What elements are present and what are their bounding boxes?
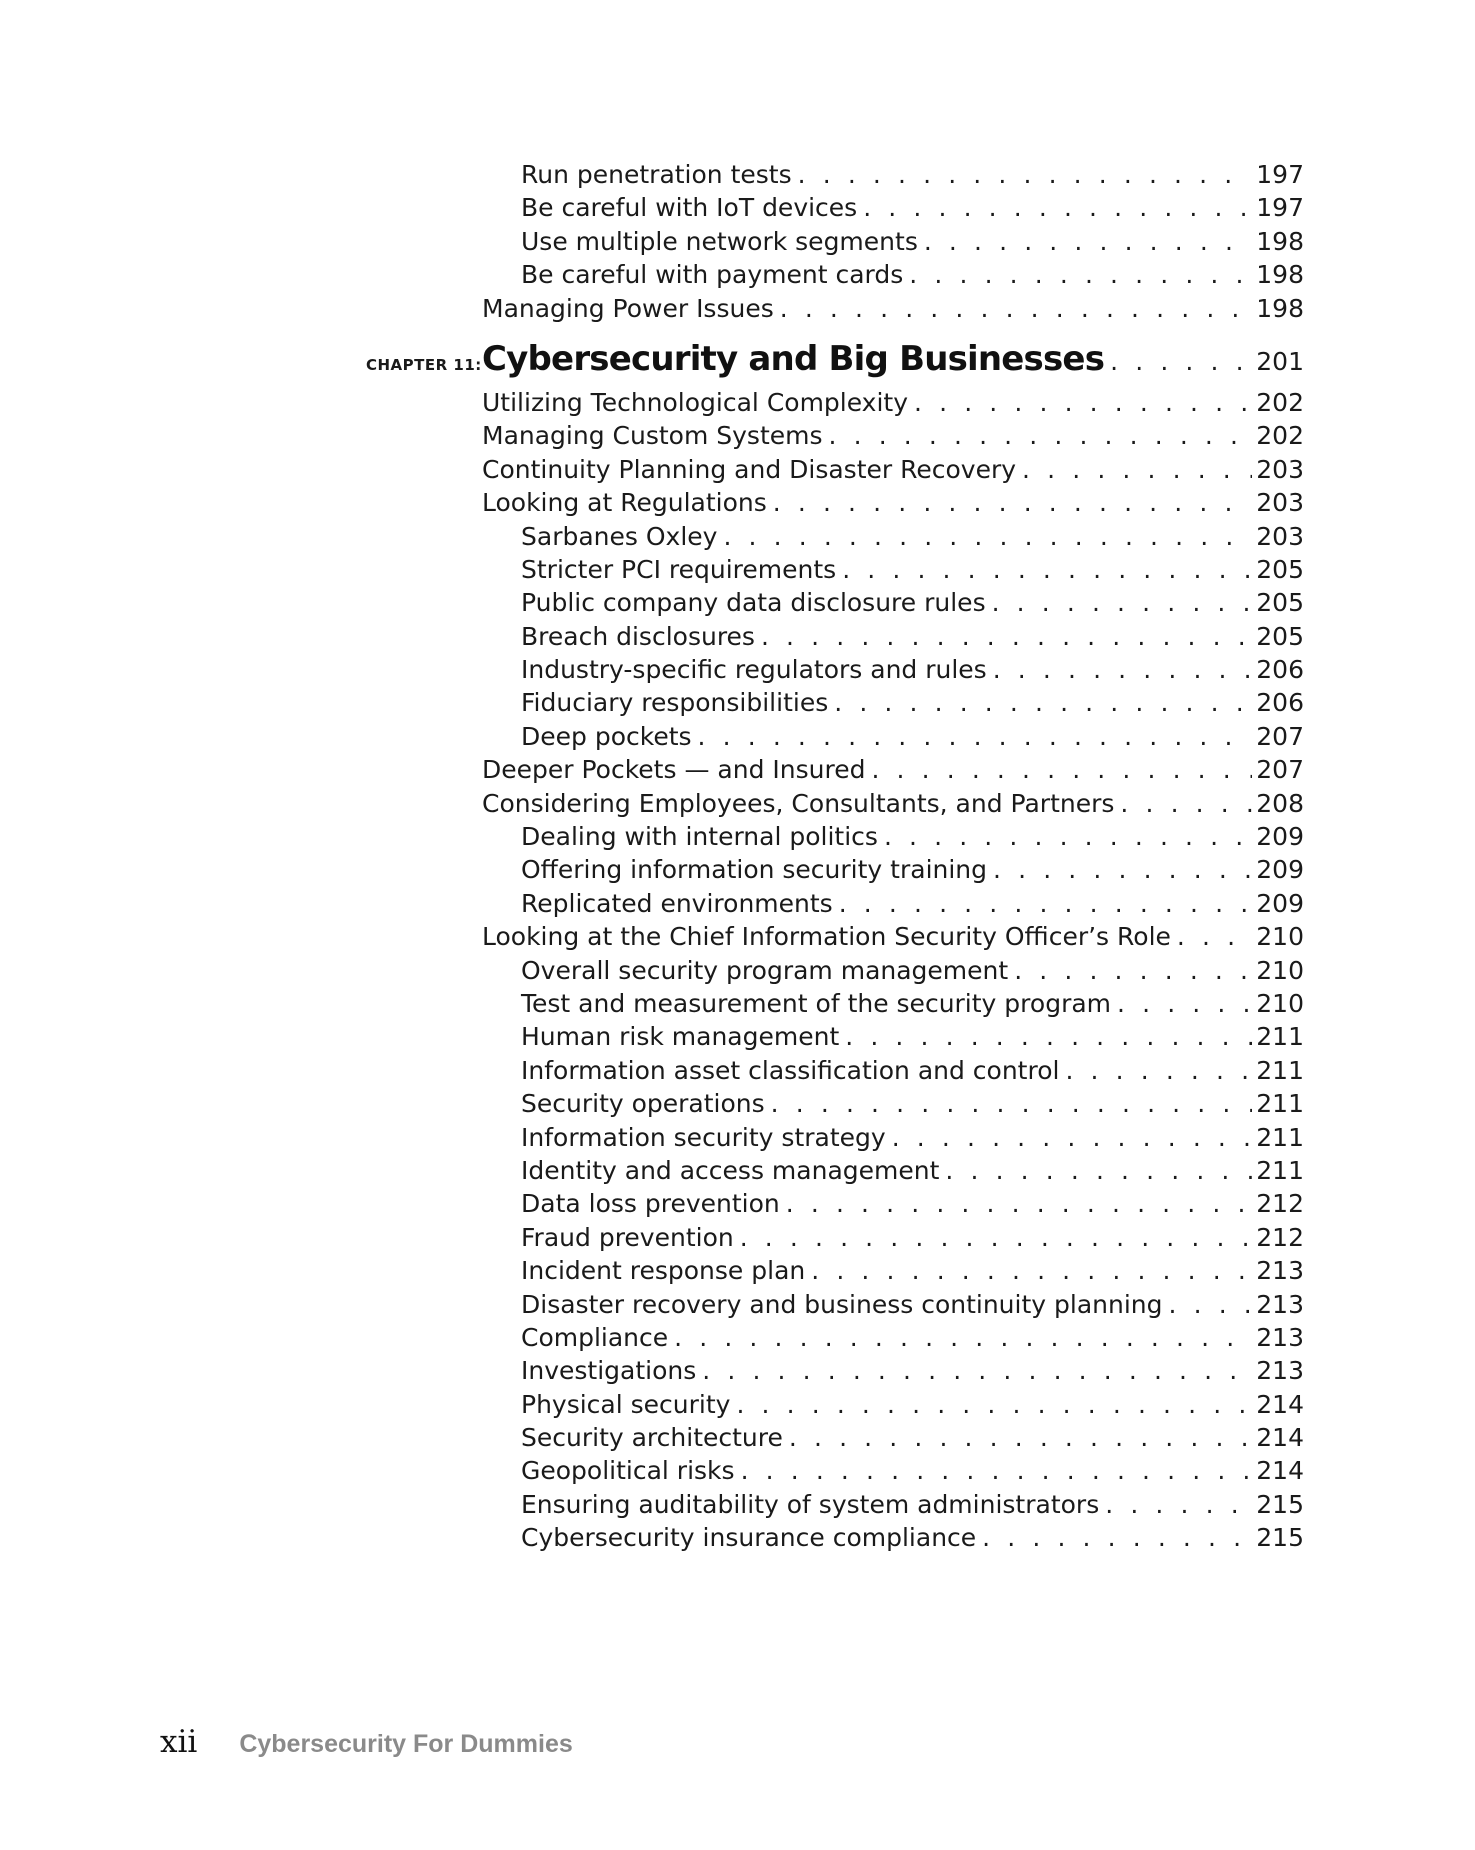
- entry-page-number: 211: [1256, 1089, 1304, 1119]
- entry-page-number: 206: [1256, 655, 1304, 685]
- entry-title: Managing Power Issues: [482, 293, 774, 323]
- toc-section-entry[interactable]: [366, 388, 1304, 421]
- entry-page-number: 207: [1256, 755, 1304, 785]
- chapter-label: CHAPTER 11:: [366, 355, 482, 374]
- dot-leader: [924, 227, 1252, 256]
- entry-title: Stricter PCI requirements: [521, 554, 837, 584]
- entry-title: Identity and access management: [521, 1155, 940, 1185]
- toc-subsection-entry[interactable]: [366, 1022, 1304, 1055]
- dot-leader: [674, 1323, 1252, 1352]
- entry-title: Disaster recovery and business continuity planning: [521, 1289, 1163, 1319]
- toc-subsection-entry[interactable]: [366, 1356, 1304, 1389]
- dot-leader: [834, 688, 1252, 717]
- entry-page-number: 213: [1256, 1256, 1304, 1286]
- entry-page-number: 213: [1256, 1322, 1304, 1352]
- toc-subsection-entry[interactable]: [366, 555, 1304, 588]
- toc-section-entry[interactable]: [366, 488, 1304, 521]
- entry-title: Investigations: [521, 1356, 697, 1386]
- entry-page-number: 215: [1256, 1523, 1304, 1553]
- entry-title: Data loss prevention: [521, 1189, 780, 1219]
- folio-page-number: xii: [160, 1724, 198, 1760]
- table-of-contents: [366, 160, 1304, 1557]
- entry-page-number: 203: [1256, 488, 1304, 518]
- dot-leader: [740, 1223, 1253, 1252]
- entry-page-number: 212: [1256, 1189, 1304, 1219]
- entry-title: Breach disclosures: [521, 621, 755, 651]
- dot-leader: [1065, 1056, 1252, 1085]
- entry-title: Overall security program management: [521, 955, 1009, 985]
- entry-page-number: 210: [1256, 955, 1304, 985]
- entry-page-number: 198: [1256, 260, 1304, 290]
- entry-page-number: 211: [1256, 1155, 1304, 1185]
- entry-title: Offering information security training: [521, 855, 988, 885]
- entry-title: Industry-specific regulators and rules: [521, 655, 987, 685]
- entry-page-number: 202: [1256, 421, 1304, 451]
- toc-section-after: [366, 388, 1304, 1557]
- toc-subsection-entry[interactable]: [366, 522, 1304, 555]
- dot-leader: [1117, 989, 1252, 1018]
- entry-title: Looking at the Chief Information Security Officer’s Role: [482, 922, 1171, 952]
- toc-subsection-entry[interactable]: [366, 1156, 1304, 1189]
- toc-subsection-entry[interactable]: [366, 822, 1304, 855]
- entry-page-number: 208: [1256, 788, 1304, 818]
- entry-page-number: 212: [1256, 1222, 1304, 1252]
- dot-leader: [993, 655, 1253, 684]
- toc-section-entry[interactable]: [366, 789, 1304, 822]
- entry-title: Considering Employees, Consultants, and Partners: [482, 788, 1115, 818]
- toc-subsection-entry[interactable]: [366, 1523, 1304, 1556]
- entry-page-number: 214: [1256, 1389, 1304, 1419]
- entry-page-number: 213: [1256, 1289, 1304, 1319]
- toc-subsection-entry[interactable]: [366, 1089, 1304, 1122]
- dot-leader: [1022, 455, 1252, 484]
- toc-section-before: [366, 160, 1304, 327]
- dot-leader: [1120, 789, 1252, 818]
- entry-page-number: 213: [1256, 1356, 1304, 1386]
- entry-title: Information security strategy: [521, 1122, 886, 1152]
- toc-subsection-entry[interactable]: [366, 193, 1304, 226]
- toc-subsection-entry[interactable]: [366, 1290, 1304, 1323]
- entry-page-number: 215: [1256, 1489, 1304, 1519]
- toc-subsection-entry[interactable]: [366, 588, 1304, 621]
- entry-title: Ensuring auditability of system administrators: [521, 1489, 1100, 1519]
- entry-page-number: 211: [1256, 1055, 1304, 1085]
- entry-page-number: 205: [1256, 588, 1304, 618]
- dot-leader: [845, 1022, 1252, 1051]
- dot-leader: [914, 388, 1252, 417]
- entry-title: Utilizing Technological Complexity: [482, 387, 909, 417]
- dot-leader: [773, 488, 1253, 517]
- entry-title: Geopolitical risks: [521, 1456, 735, 1486]
- dot-leader: [811, 1256, 1252, 1285]
- entry-page-number: 210: [1256, 988, 1304, 1018]
- entry-page-number: 211: [1256, 1122, 1304, 1152]
- dot-leader: [736, 1390, 1252, 1419]
- dot-leader: [780, 294, 1253, 323]
- dot-leader: [863, 193, 1252, 222]
- entry-page-number: 207: [1256, 721, 1304, 751]
- entry-page-number: 210: [1256, 922, 1304, 952]
- toc-subsection-entry[interactable]: [366, 655, 1304, 688]
- entry-page-number: 203: [1256, 454, 1304, 484]
- toc-subsection-entry[interactable]: [366, 956, 1304, 989]
- dot-leader: [1014, 956, 1252, 985]
- entry-title: Public company data disclosure rules: [521, 588, 986, 618]
- entry-title: Looking at Regulations: [482, 488, 767, 518]
- toc-subsection-entry[interactable]: [366, 688, 1304, 721]
- dot-leader: [993, 855, 1252, 884]
- dot-leader: [829, 421, 1253, 450]
- dot-leader: [723, 522, 1252, 551]
- toc-section-entry[interactable]: [366, 294, 1304, 327]
- dot-leader: [884, 822, 1252, 851]
- entry-page-number: 198: [1256, 226, 1304, 256]
- entry-title: Sarbanes Oxley: [521, 521, 718, 551]
- entry-title: Security architecture: [521, 1423, 783, 1453]
- entry-title: Continuity Planning and Disaster Recovery: [482, 454, 1017, 484]
- entry-title: Fiduciary responsibilities: [521, 688, 829, 718]
- toc-subsection-entry[interactable]: [366, 722, 1304, 755]
- dot-leader: [892, 1123, 1253, 1152]
- toc-subsection-entry[interactable]: [366, 1056, 1304, 1089]
- toc-subsection-entry[interactable]: [366, 227, 1304, 260]
- dot-leader: [1110, 347, 1252, 376]
- dot-leader: [1169, 1290, 1253, 1319]
- entry-title: Information asset classification and control: [521, 1055, 1060, 1085]
- dot-leader: [945, 1156, 1252, 1185]
- entry-page-number: 202: [1256, 387, 1304, 417]
- dot-leader: [1177, 922, 1252, 951]
- dot-leader: [839, 889, 1253, 918]
- dot-leader: [771, 1089, 1253, 1118]
- entry-title: Cybersecurity insurance compliance: [521, 1523, 977, 1553]
- toc-subsection-entry[interactable]: [366, 989, 1304, 1022]
- toc-subsection-entry[interactable]: [366, 1189, 1304, 1222]
- chapter-page-number: 201: [1256, 346, 1304, 376]
- dot-leader: [982, 1523, 1252, 1552]
- entry-title: Run penetration tests: [521, 160, 792, 189]
- entry-title: Replicated environments: [521, 888, 833, 918]
- dot-leader: [842, 555, 1252, 584]
- toc-subsection-entry[interactable]: [366, 622, 1304, 655]
- toc-subsection-entry[interactable]: [366, 855, 1304, 888]
- toc-subsection-entry[interactable]: [366, 1490, 1304, 1523]
- dot-leader: [741, 1456, 1253, 1485]
- toc-subsection-entry[interactable]: [366, 1256, 1304, 1289]
- entry-title: Managing Custom Systems: [482, 421, 823, 451]
- chapter-heading[interactable]: [366, 339, 1304, 388]
- toc-subsection-entry[interactable]: [366, 1123, 1304, 1156]
- entry-page-number: 198: [1256, 293, 1304, 323]
- entry-title: Human risk management: [521, 1022, 840, 1052]
- toc-subsection-entry[interactable]: [366, 260, 1304, 293]
- entry-page-number: 214: [1256, 1456, 1304, 1486]
- entry-page-number: 205: [1256, 621, 1304, 651]
- entry-title: Physical security: [521, 1389, 731, 1419]
- entry-page-number: 209: [1256, 822, 1304, 852]
- dot-leader: [702, 1356, 1252, 1385]
- entry-title: Dealing with internal politics: [521, 822, 878, 852]
- toc-subsection-entry[interactable]: [366, 889, 1304, 922]
- page-footer: [160, 1724, 573, 1760]
- entry-title: Fraud prevention: [521, 1222, 734, 1252]
- dot-leader: [909, 260, 1252, 289]
- entry-title: Test and measurement of the security program: [521, 988, 1112, 1018]
- entry-title: Deeper Pockets — and Insured: [482, 755, 866, 785]
- running-book-title: Cybersecurity For Dummies: [239, 1730, 573, 1758]
- entry-page-number: 205: [1256, 554, 1304, 584]
- toc-subsection-entry[interactable]: [366, 1390, 1304, 1423]
- dot-leader: [871, 755, 1252, 784]
- entry-title: Security operations: [521, 1089, 765, 1119]
- toc-section-entry[interactable]: [366, 421, 1304, 454]
- entry-page-number: 197: [1256, 160, 1304, 189]
- toc-section-entry[interactable]: [366, 755, 1304, 788]
- dot-leader: [789, 1423, 1252, 1452]
- entry-page-number: 203: [1256, 521, 1304, 551]
- dot-leader: [786, 1189, 1253, 1218]
- toc-section-entry[interactable]: [366, 922, 1304, 955]
- entry-title: Use multiple network segments: [521, 226, 918, 256]
- dot-leader: [698, 722, 1253, 751]
- entry-title: Be careful with payment cards: [521, 260, 904, 290]
- toc-section-entry[interactable]: [366, 455, 1304, 488]
- entry-page-number: 209: [1256, 888, 1304, 918]
- entry-page-number: 209: [1256, 855, 1304, 885]
- entry-page-number: 214: [1256, 1423, 1304, 1453]
- toc-subsection-entry[interactable]: [366, 1423, 1304, 1456]
- entry-page-number: 206: [1256, 688, 1304, 718]
- entry-title: Deep pockets: [521, 721, 692, 751]
- toc-subsection-entry[interactable]: [366, 160, 1304, 193]
- dot-leader: [992, 588, 1253, 617]
- entry-title: Compliance: [521, 1322, 669, 1352]
- dot-leader: [761, 622, 1252, 651]
- toc-subsection-entry[interactable]: [366, 1323, 1304, 1356]
- entry-title: Incident response plan: [521, 1256, 806, 1286]
- entry-page-number: 197: [1256, 193, 1304, 223]
- toc-subsection-entry[interactable]: [366, 1456, 1304, 1489]
- entry-page-number: 211: [1256, 1022, 1304, 1052]
- toc-subsection-entry[interactable]: [366, 1223, 1304, 1256]
- dot-leader: [798, 160, 1253, 189]
- chapter-title: Cybersecurity and Big Businesses: [482, 338, 1105, 379]
- entry-title: Be careful with IoT devices: [521, 193, 858, 223]
- dot-leader: [1105, 1490, 1252, 1519]
